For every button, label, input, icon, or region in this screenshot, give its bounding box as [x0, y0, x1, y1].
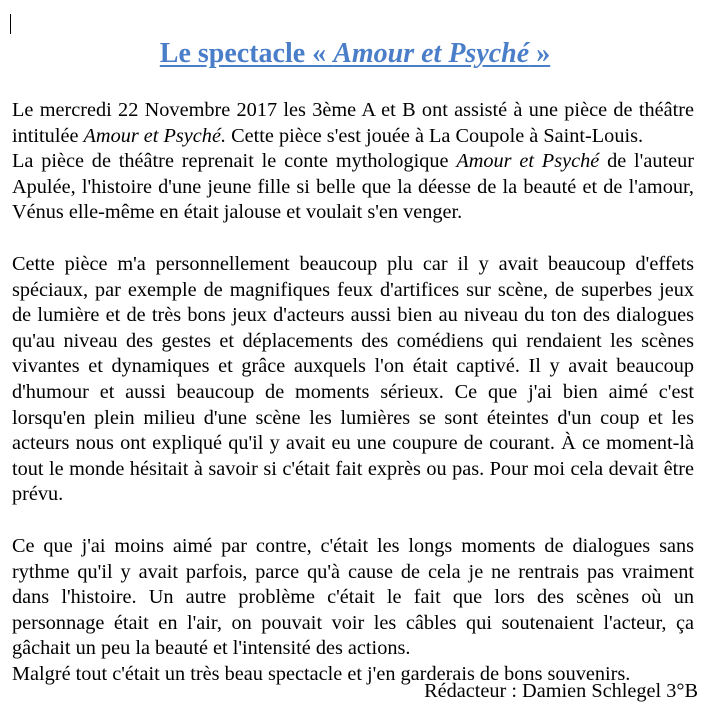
- paragraph-spacer: [12, 508, 694, 534]
- opinion-negative-paragraph: Ce que j'ai moins aimé par contre, c'était les longs moments de dialogues sans rythme qu'il y avait parfois, parce qu'à cause de cela je ne rentrais pas vraiment dans l'histoire. Un autre problème c'était le fait que lors des scènes où un personnage était en l'air, on pouvait voir les câbles qui soutenaient l'acteur, ça gâchait un peu la beauté et l'intensité des actions.: [12, 534, 694, 660]
- intro-sentence-3: La pièce de théâtre reprenait le conte mythologique: [12, 150, 457, 173]
- intro-sentence-2: Cette pièce s'est jouée à La Coupole à Saint-Louis.: [226, 124, 644, 147]
- intro-sentence-4: de l'auteur Apulée, l'histoire d'une jeune fille si belle que la déesse de la beauté et de l'amour, Vénus elle-même en était jalouse et voulait s'en venger.: [12, 150, 694, 224]
- title-prefix: Le spectacle «: [159, 38, 334, 69]
- opinion-positive-paragraph: Cette pièce m'a personnellement beaucoup plu car il y avait beaucoup d'effets spéciaux, par exemple de magnifiques feux d'artifices sur scène, de superbes jeux de lumière et de très bons jeux d'acteurs aussi bien au niveau du ton des dialogues qu'au niveau des gestes et déplacements des comédiens qui rendaient les scènes vivantes et dynamiques et grâce auxquels l'on était captivé. Il y avait beaucoup d'humour et aussi beaucoup de moments sérieux. Ce que j'ai bien aimé c'est lorsqu'en plein milieu d'une scène les lumières se sont éteintes d'un coup et les acteurs nous ont expliqué qu'il y avait eu une coupure de courant. À ce moment-là tout le monde hésitait à savoir si c'était fait exprès ou pas. Pour moi cela devait être prévu.: [12, 252, 694, 506]
- title-suffix: »: [529, 38, 551, 69]
- intro-paragraph: [12, 98, 694, 149]
- article-body: [12, 98, 694, 687]
- text-cursor: [10, 14, 11, 34]
- article-title: [0, 34, 710, 74]
- intro-play-title: Amour et Psyché.: [83, 124, 227, 147]
- author-signature: Rédacteur : Damien Schlegel 3°B: [424, 680, 698, 702]
- title-italic: Amour et Psyché: [333, 38, 530, 69]
- intro-myth-title: Amour et Psyché: [456, 150, 600, 173]
- conclusion-paragraph: Malgré tout c'était un très beau spectacle et j'en garderais de bons souvenirs.: [12, 662, 631, 685]
- intro-paragraph-2: [12, 149, 694, 226]
- paragraph-spacer: [12, 226, 694, 252]
- intro-sentence-1: Le mercredi 22 Novembre 2017 les 3ème A et B ont assisté à une pièce de théâtre intitulée: [12, 99, 694, 147]
